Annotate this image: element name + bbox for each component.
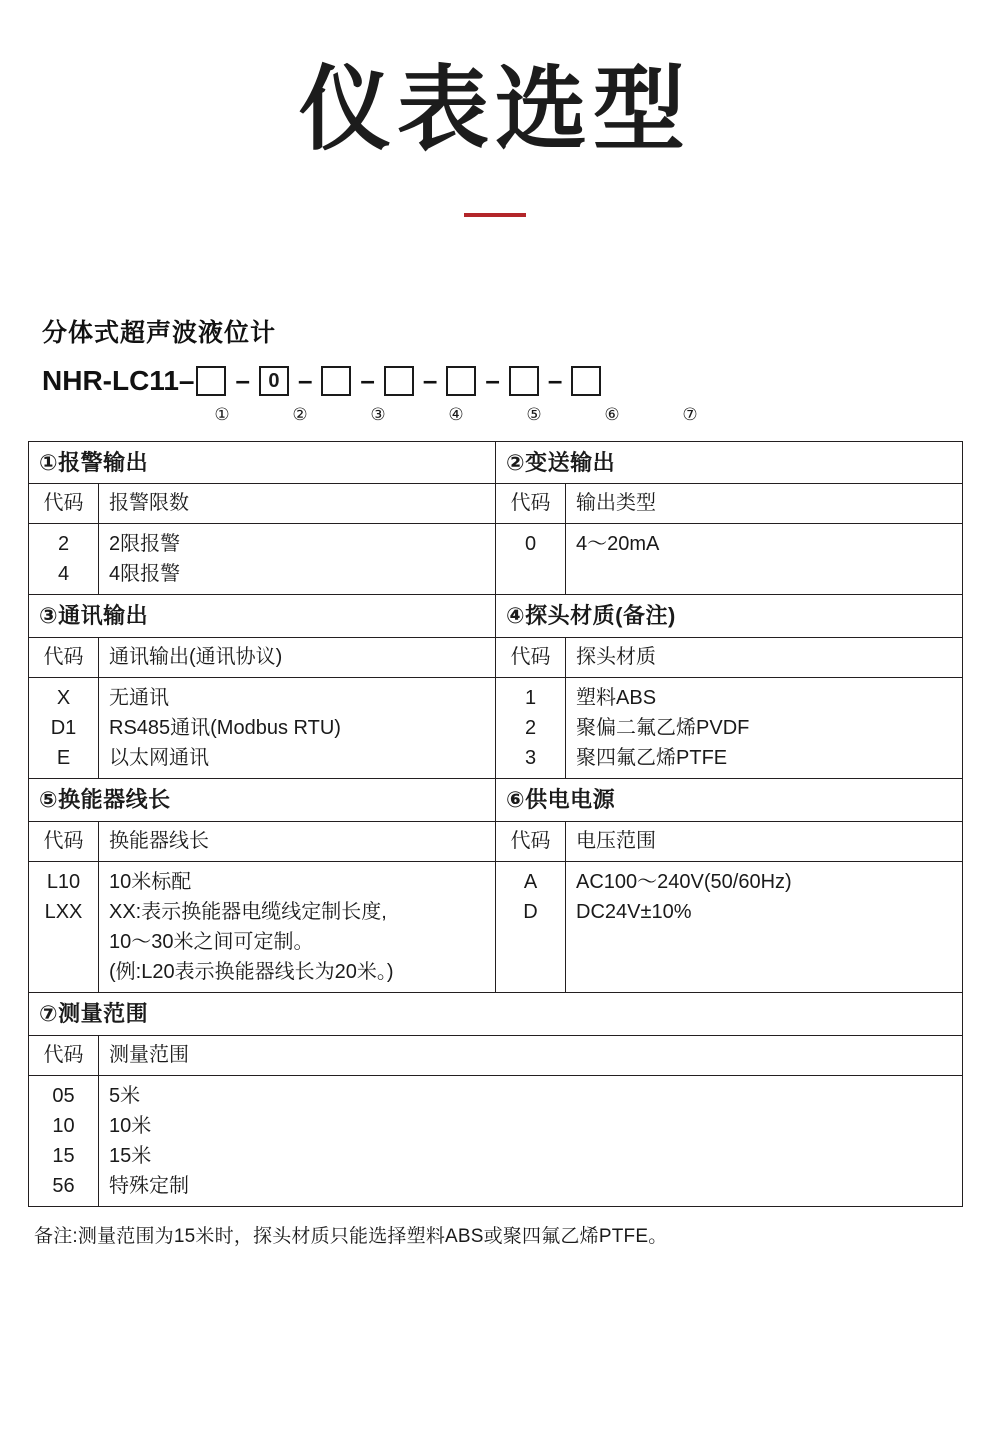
- table-row: [29, 1036, 963, 1076]
- section-heading-7: ⑦测量范围: [29, 993, 963, 1036]
- desc-value: 特殊定制: [109, 1175, 189, 1198]
- section-heading-5: ⑤换能器线长: [29, 779, 496, 822]
- col-header-desc-6: 电压范围: [566, 822, 963, 862]
- section-7-descs: [99, 1076, 963, 1207]
- code-value: 10: [52, 1115, 75, 1138]
- table-row: [29, 678, 963, 779]
- table-row: [29, 779, 963, 822]
- specification-table: [28, 441, 963, 1208]
- col-header-desc-4: 探头材质: [566, 638, 963, 678]
- col-header-code-7: 代码: [29, 1036, 99, 1076]
- section-2-codes: [496, 524, 566, 595]
- desc-value: 聚四氟乙烯PTFE: [576, 747, 728, 770]
- section-3-descs: [99, 678, 496, 779]
- code-value: 1: [524, 687, 537, 710]
- desc-value: 5米: [109, 1085, 141, 1108]
- model-dash-2: –: [297, 365, 313, 396]
- code-value: 05: [52, 1085, 75, 1108]
- desc-value: 10米: [109, 1115, 152, 1138]
- marker-7: ⑦: [682, 404, 698, 424]
- model-dash-4: –: [422, 365, 438, 396]
- table-row: [29, 484, 963, 524]
- table-row: [29, 441, 963, 484]
- model-slot-6: [509, 366, 539, 396]
- table-row: [29, 1076, 963, 1207]
- col-header-code-1: 代码: [29, 484, 99, 524]
- table-row: [29, 524, 963, 595]
- model-slot-3: [321, 366, 351, 396]
- desc-value: AC100～240V(50/60Hz): [576, 871, 792, 894]
- code-value: 56: [52, 1175, 75, 1198]
- desc-value: XX:表示换能器电缆线定制长度,: [109, 901, 387, 924]
- desc-value: 塑料ABS: [576, 687, 657, 710]
- table-row: [29, 638, 963, 678]
- model-slot-1: [196, 366, 226, 396]
- section-7-codes: [29, 1076, 99, 1207]
- model-marker-line: [42, 405, 990, 425]
- table-row: [29, 595, 963, 638]
- model-code-area: [42, 313, 990, 425]
- section-1-codes: [29, 524, 99, 595]
- section-2-descs: [566, 524, 963, 595]
- marker-4: ④: [448, 404, 464, 424]
- product-name: 分体式超声波液位计: [42, 318, 277, 347]
- code-value: 4: [57, 563, 70, 586]
- desc-value: 15米: [109, 1145, 152, 1168]
- table-row: [29, 993, 963, 1036]
- title-block: [0, 0, 990, 217]
- code-value: LXX: [44, 901, 83, 924]
- code-value: X: [56, 687, 71, 710]
- section-heading-6: ⑥供电电源: [496, 779, 963, 822]
- section-6-codes: [496, 862, 566, 993]
- col-header-code-4: 代码: [496, 638, 566, 678]
- marker-6: ⑥: [604, 404, 620, 424]
- section-6-descs: [566, 862, 963, 993]
- col-header-desc-7: 测量范围: [99, 1036, 963, 1076]
- code-value: L10: [46, 871, 81, 894]
- code-value: D1: [50, 717, 77, 740]
- table-row: [29, 862, 963, 993]
- section-heading-1: ①报警输出: [29, 441, 496, 484]
- marker-2: ②: [292, 404, 308, 424]
- section-heading-3: ③通讯输出: [29, 595, 496, 638]
- model-slot-4: [384, 366, 414, 396]
- section-1-descs: [99, 524, 496, 595]
- model-dash-5: –: [485, 365, 500, 396]
- code-value: E: [56, 747, 71, 770]
- code-value: 2: [524, 717, 537, 740]
- col-header-desc-2: 输出类型: [566, 484, 963, 524]
- footnote: 备注:测量范围为15米时，探头材质只能选择塑料ABS或聚四氟乙烯PTFE。: [34, 1226, 668, 1248]
- code-value: 2: [57, 533, 70, 556]
- title-divider: [464, 213, 526, 217]
- col-header-desc-5: 换能器线长: [99, 822, 496, 862]
- model-slot-2: 0: [259, 366, 289, 396]
- desc-value: 无通讯: [109, 687, 169, 710]
- code-value: D: [523, 901, 538, 924]
- section-4-codes: [496, 678, 566, 779]
- model-code-line: [42, 361, 990, 401]
- desc-value: 以太网通讯: [109, 747, 209, 770]
- desc-value: DC24V±10%: [576, 901, 692, 924]
- marker-3: ③: [370, 404, 386, 424]
- model-prefix: NHR-LC11–: [42, 364, 195, 396]
- desc-value: 4限报警: [109, 563, 181, 586]
- marker-5: ⑤: [526, 404, 542, 424]
- desc-value: 聚偏二氟乙烯PVDF: [576, 717, 750, 740]
- code-value: 0: [524, 533, 537, 556]
- col-header-code-6: 代码: [496, 822, 566, 862]
- table-row: [29, 822, 963, 862]
- col-header-code-5: 代码: [29, 822, 99, 862]
- desc-value: 2限报警: [109, 533, 181, 556]
- model-slot-5: [446, 366, 476, 396]
- model-dash-1: –: [235, 365, 250, 396]
- desc-extra: 10～30米之间可定制。: [109, 931, 314, 954]
- desc-value: RS485通讯(Modbus RTU): [109, 717, 341, 740]
- col-header-code-2: 代码: [496, 484, 566, 524]
- desc-value: 10米标配: [109, 871, 192, 894]
- marker-1: ①: [214, 404, 230, 424]
- model-dash-3: –: [360, 365, 375, 396]
- section-heading-4: ④探头材质(备注): [496, 595, 963, 638]
- code-value: 15: [52, 1145, 75, 1168]
- section-3-codes: [29, 678, 99, 779]
- page-title: 仪表选型: [298, 56, 691, 163]
- code-value: A: [523, 871, 538, 894]
- col-header-code-3: 代码: [29, 638, 99, 678]
- section-5-descs: [99, 862, 496, 993]
- section-4-descs: [566, 678, 963, 779]
- code-value: 3: [524, 747, 537, 770]
- section-heading-2: ②变送输出: [496, 441, 963, 484]
- model-slot-7: [571, 366, 601, 396]
- section-5-codes: [29, 862, 99, 993]
- desc-value: 4～20mA: [576, 533, 660, 556]
- col-header-desc-1: 报警限数: [99, 484, 496, 524]
- desc-extra: (例:L20表示换能器线长为20米。): [109, 961, 394, 984]
- col-header-desc-3: 通讯输出(通讯协议): [99, 638, 496, 678]
- model-dash-6: –: [547, 365, 563, 396]
